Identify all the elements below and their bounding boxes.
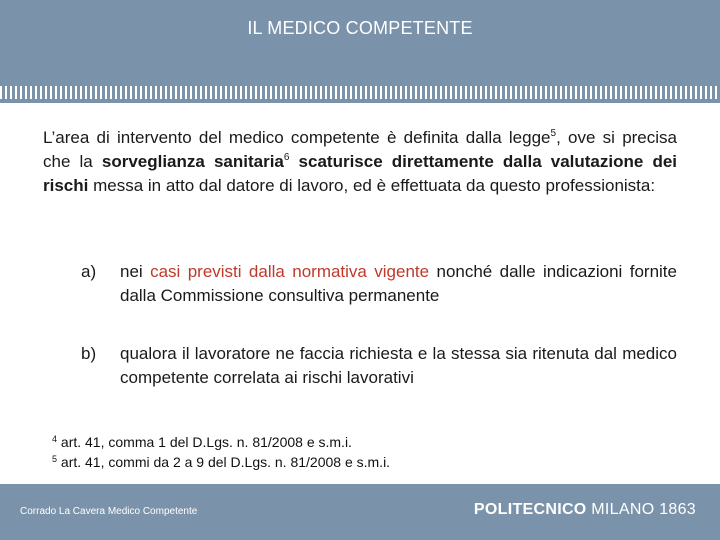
footnote-text: art. 41, commi da 2 a 9 del D.Lgs. n. 81/2008 e s.m.i. bbox=[57, 454, 391, 470]
highlighted-text: casi previsti dalla normativa vigente bbox=[150, 262, 430, 281]
logo-brand-light: MILANO 1863 bbox=[586, 501, 696, 518]
conditions-list bbox=[43, 260, 677, 387]
intro-bold-2: scaturisce direttamente dalla valutazione dei rischi bbox=[43, 152, 677, 195]
list-item-text bbox=[120, 260, 677, 308]
header-bar bbox=[0, 0, 720, 103]
intro-text-1: L’area di intervento del medico competente è definita dalla legge bbox=[43, 128, 551, 147]
intro-paragraph bbox=[43, 126, 677, 198]
list-marker: b) bbox=[81, 344, 97, 363]
logo-brand: POLITECNICO bbox=[473, 501, 587, 518]
decorative-stripe bbox=[0, 86, 720, 99]
footnote-4 bbox=[52, 432, 390, 452]
list-item-text-pre: nei bbox=[120, 262, 151, 281]
list-item-a bbox=[43, 260, 677, 308]
footnote-text: art. 41, comma 1 del D.Lgs. n. 81/2008 e s.m.i. bbox=[57, 434, 352, 450]
footnote-5 bbox=[52, 452, 390, 472]
footer-bar bbox=[0, 484, 720, 540]
list-item-text-post: nonché dalle indicazioni fornite dalla Commissione consultiva permanente bbox=[120, 262, 677, 305]
page-title: IL MEDICO COMPETENTE bbox=[247, 18, 473, 38]
list-marker: a) bbox=[81, 262, 97, 281]
footnote-number: 4 bbox=[52, 434, 58, 444]
footnotes bbox=[52, 432, 390, 472]
footnote-ref-6: 6 bbox=[283, 152, 290, 163]
footnote-number: 5 bbox=[52, 454, 58, 464]
intro-bold-1: sorveglianza sanitaria bbox=[101, 152, 284, 171]
intro-text-2: , ove si precisa che la bbox=[43, 128, 677, 171]
intro-text-3: messa in atto dal datore di lavoro, ed è effettuata da questo professionista: bbox=[88, 176, 656, 195]
list-item-text: qualora il lavoratore ne faccia richiesta e la stessa sia ritenuta dal medico competente correlata ai rischi lavorativi bbox=[120, 344, 677, 387]
politecnico-logo bbox=[474, 501, 696, 519]
footer-author: Corrado La Cavera Medico Competente bbox=[20, 506, 198, 517]
list-item-b bbox=[43, 342, 677, 390]
footnote-ref-5: 5 bbox=[550, 128, 557, 139]
